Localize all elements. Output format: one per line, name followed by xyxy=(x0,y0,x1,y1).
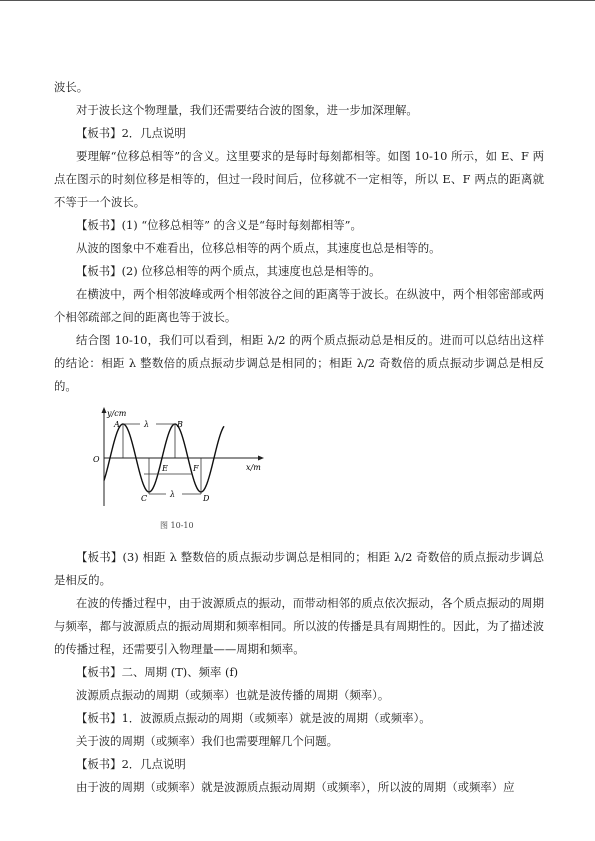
paragraph: 波长。 xyxy=(54,80,89,94)
paragraph: 在波的传播过程中，由于波源质点的振动，而带动相邻的质点依次振动，各个质点振动的周期与频率，都与波源质点的振动周期和频率相同。所以波的传播是具有周期性的。因此，为了描述波的传播过程，还需要引入物理量——周期和频率。 xyxy=(54,596,544,656)
paragraph: 结合图 10-10，我们可以看到，相距 λ/2 的两个质点振动总是相反的。进而可以总结出这样的结论：相距 λ 整数倍的质点振动步调总是相同的；相距 λ/2 奇数倍的质点振动步调总是相反的。 xyxy=(54,333,544,393)
x-axis-arrow xyxy=(258,456,264,461)
board-note: 【板书】二、周期 (T)、频率 (f) xyxy=(76,665,239,679)
point-label-b: B xyxy=(177,420,183,429)
lambda-label-bottom: λ xyxy=(170,490,176,499)
top-rule xyxy=(0,0,595,1)
point-label-e: E xyxy=(162,464,168,473)
paragraphs-before-figure xyxy=(54,76,544,398)
board-note: 【板书】(2) 位移总相等的两个质点，其速度也总是相等的。 xyxy=(76,264,381,278)
lambda-label-top: λ xyxy=(144,420,150,429)
board-note: 【板书】(3) 相距 λ 整数倍的质点振动步调总是相同的；相距 λ/2 奇数倍的质点振动步调总是相反的。 xyxy=(54,550,544,587)
board-note: 【板书】2．几点说明 xyxy=(76,126,186,140)
figure-caption: 图 10-10 xyxy=(160,521,194,530)
point-label-c: C xyxy=(141,494,148,503)
y-axis-label: y/cm xyxy=(107,409,127,418)
paragraph: 从波的图象中不难看出，位移总相等的两个质点，其速度也总是相等的。 xyxy=(76,241,441,255)
point-label-d: D xyxy=(203,494,210,503)
board-note: 【板书】2．几点说明 xyxy=(76,757,186,771)
origin-label: O xyxy=(93,455,100,464)
point-label-f: F xyxy=(193,464,199,473)
wave-diagram xyxy=(74,404,274,542)
paragraph: 要理解“位移总相等”的含义。这里要求的是每时每刻都相等。如图 10-10 所示，如 E、F 两点在图示的时刻位移是相等的，但过一段时间后，位移就不一定相等，所以 E、F 两点的距离就不等于一个波长。 xyxy=(54,149,544,209)
document-body xyxy=(54,76,544,799)
paragraph: 在横波中，两个相邻波峰或两个相邻波谷之间的距离等于波长。在纵波中，两个相邻密部或两个相邻疏部之间的距离也等于波长。 xyxy=(54,287,544,324)
x-axis-label: x/m xyxy=(246,463,261,472)
wave-figure xyxy=(74,404,274,542)
board-note: 【板书】(1) “位移总相等” 的含义是“每时每刻都相等”。 xyxy=(76,218,362,232)
paragraph: 对于波长这个物理量，我们还需要结合波的图象，进一步加深理解。 xyxy=(76,103,418,117)
board-note: 【板书】1．波源质点振动的周期（或频率）就是波的周期（或频率）。 xyxy=(76,711,431,725)
point-label-a: A xyxy=(114,420,120,429)
paragraph: 由于波的周期（或频率）就是波源质点振动周期（或频率），所以波的周期（或频率）应 xyxy=(76,780,515,794)
y-axis-arrow xyxy=(102,407,107,413)
paragraph: 关于波的周期（或频率）我们也需要理解几个问题。 xyxy=(76,734,338,748)
paragraphs-after-figure xyxy=(54,546,544,799)
paragraph: 波源质点振动的周期（或频率）也就是波传播的周期（频率）。 xyxy=(76,688,390,702)
